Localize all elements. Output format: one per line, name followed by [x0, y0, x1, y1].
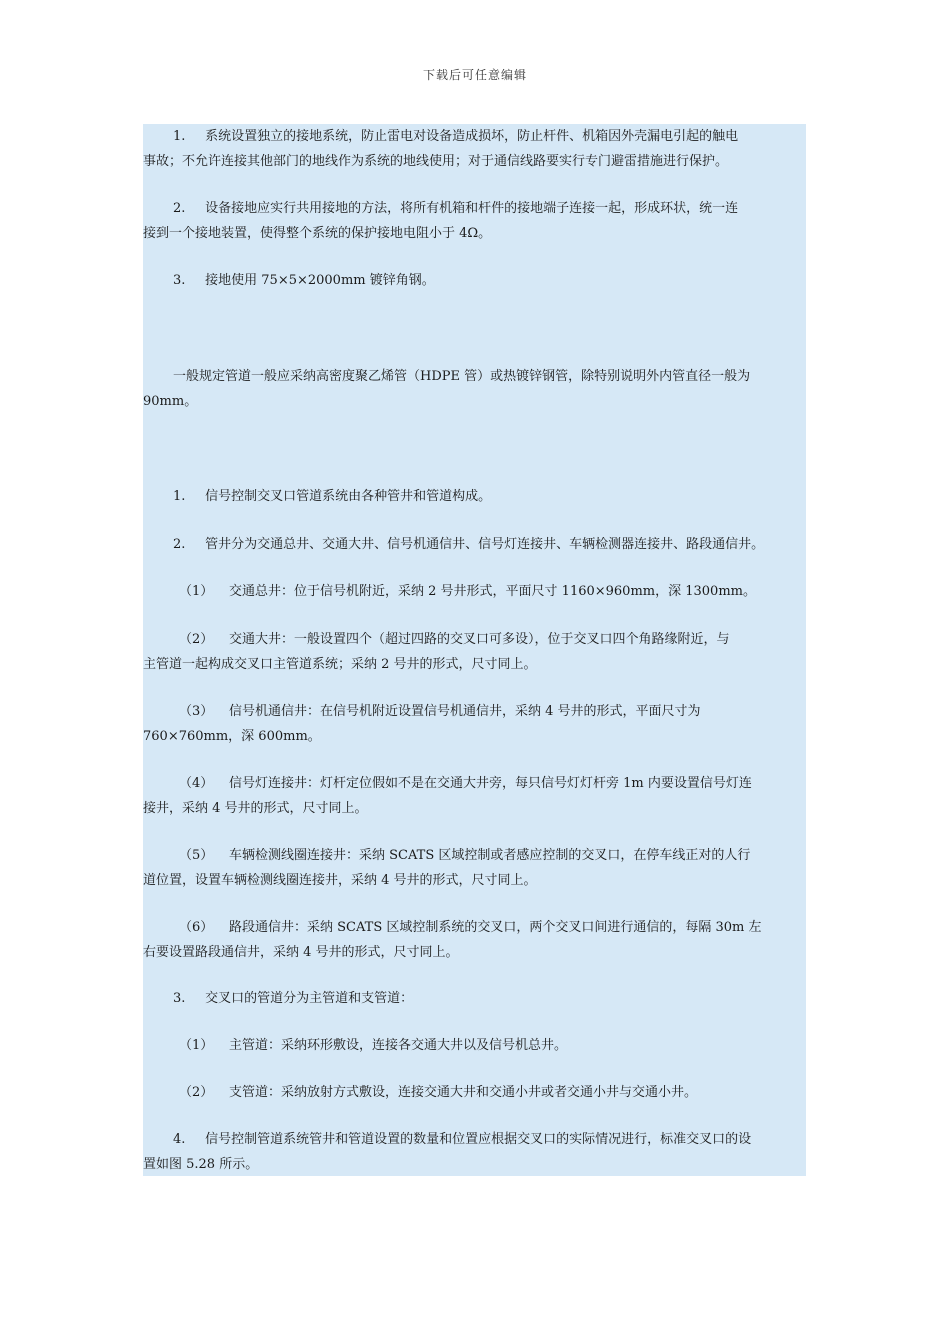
paragraph-text: 交叉口的管道分为主管道和支管道： [205, 991, 414, 1006]
paragraph-text: 接到一个接地装置，使得整个系统的保护接地电阻小于 4Ω。 [143, 226, 492, 241]
paragraph-duct-spec [143, 364, 806, 414]
paragraph-text: 信号控制交叉口管道系统由各种管井和管道构成。 [205, 489, 492, 504]
paragraph-text: 道位置，设置车辆检测线圈连接井，采纳 4 号井的形式，尺寸同上。 [143, 873, 537, 888]
subitem-number: （6） [179, 920, 214, 935]
paragraph-list-3 [143, 986, 806, 1011]
subitem-number: （5） [179, 848, 214, 863]
subitem-number: （4） [179, 776, 214, 791]
subitem-3 [143, 699, 806, 749]
subitem-branch-duct [143, 1080, 806, 1105]
paragraph-text: 车辆检测线圈连接井：采纳 SCATS 区域控制或者感应控制的交叉口，在停车线正对的人行 [229, 848, 751, 863]
subitem-6 [143, 915, 806, 965]
paragraph-text: 支管道：采纳放射方式敷设，连接交通大井和交通小井或者交通小井与交通小井。 [229, 1085, 698, 1100]
paragraph-list-4 [143, 1127, 806, 1177]
subitem-main-duct [143, 1033, 806, 1058]
paragraph-text: 一般规定管道一般应采纳高密度聚乙烯管（HDPE 管）或热镀锌钢管，除特别说明外内管直径一般为 [173, 369, 751, 384]
paragraph-text: 主管道一起构成交叉口主管道系统；采纳 2 号井的形式，尺寸同上。 [143, 657, 537, 672]
paragraph-text: 90mm。 [143, 394, 198, 409]
subitem-5 [143, 843, 806, 893]
item-number: 2. [173, 201, 186, 216]
subitem-4 [143, 771, 806, 821]
subitem-2 [143, 627, 806, 677]
subitem-number: （2） [179, 1085, 214, 1100]
paragraph-text: 760×760mm，深 600mm。 [143, 729, 321, 744]
paragraph-text: 信号机通信井：在信号机附近设置信号机通信井，采纳 4 号井的形式，平面尺寸为 [229, 704, 701, 719]
paragraph-text: 信号控制管道系统管井和管道设置的数量和位置应根据交叉口的实际情况进行，标准交叉口的设 [205, 1132, 752, 1147]
subitem-number: （3） [179, 704, 214, 719]
paragraph-list-2 [143, 532, 806, 557]
paragraph-text: 路段通信井：采纳 SCATS 区域控制系统的交叉口，两个交叉口间进行通信的，每隔 30m 左 [229, 920, 762, 935]
page-header: 下载后可任意编辑 [422, 68, 527, 82]
paragraph-text: 主管道：采纳环形敷设，连接各交通大井以及信号机总井。 [229, 1038, 568, 1053]
subitem-1 [143, 579, 806, 604]
paragraph-text: 接地使用 75×5×2000mm 镀锌角钢。 [205, 273, 435, 288]
paragraph-grounding-2 [143, 196, 806, 246]
paragraph-list-1 [143, 484, 806, 509]
item-number: 3. [173, 273, 186, 288]
item-number: 2. [173, 537, 186, 552]
paragraph-text: 设备接地应实行共用接地的方法，将所有机箱和杆件的接地端子连接一起，形成环状，统一连 [205, 201, 739, 216]
paragraph-text: 系统设置独立的接地系统，防止雷电对设备造成损坏，防止杆件、机箱因外壳漏电引起的触电 [205, 129, 739, 144]
paragraph-text: 接井，采纳 4 号井的形式，尺寸同上。 [143, 801, 368, 816]
subitem-number: （1） [179, 584, 214, 599]
item-number: 1. [173, 129, 186, 144]
item-number: 3. [173, 991, 186, 1006]
paragraph-grounding-1 [143, 124, 806, 174]
subitem-number: （1） [179, 1038, 214, 1053]
paragraph-text: 管井分为交通总井、交通大井、信号机通信井、信号灯连接井、车辆检测器连接井、路段通信井。 [205, 537, 765, 552]
item-number: 1. [173, 489, 186, 504]
paragraph-text: 交通总井：位于信号机附近，采纳 2 号井形式，平面尺寸 1160×960mm，深 1300mm。 [229, 584, 756, 599]
paragraph-text: 置如图 5.28 所示。 [143, 1157, 259, 1172]
item-number: 4. [173, 1132, 186, 1147]
subitem-number: （2） [179, 632, 214, 647]
paragraph-text: 事故；不允许连接其他部门的地线作为系统的地线使用；对于通信线路要实行专门避雷措施进行保护。 [143, 154, 729, 169]
paragraph-grounding-3 [143, 268, 806, 293]
content-block [143, 124, 806, 1176]
paragraph-text: 信号灯连接井：灯杆定位假如不是在交通大井旁，每只信号灯灯杆旁 1m 内要设置信号灯连 [229, 776, 752, 791]
paragraph-text: 右要设置路段通信井，采纳 4 号井的形式，尺寸同上。 [143, 945, 459, 960]
paragraph-text: 交通大井：一般设置四个（超过四路的交叉口可多设），位于交叉口四个角路缘附近，与 [229, 632, 730, 647]
